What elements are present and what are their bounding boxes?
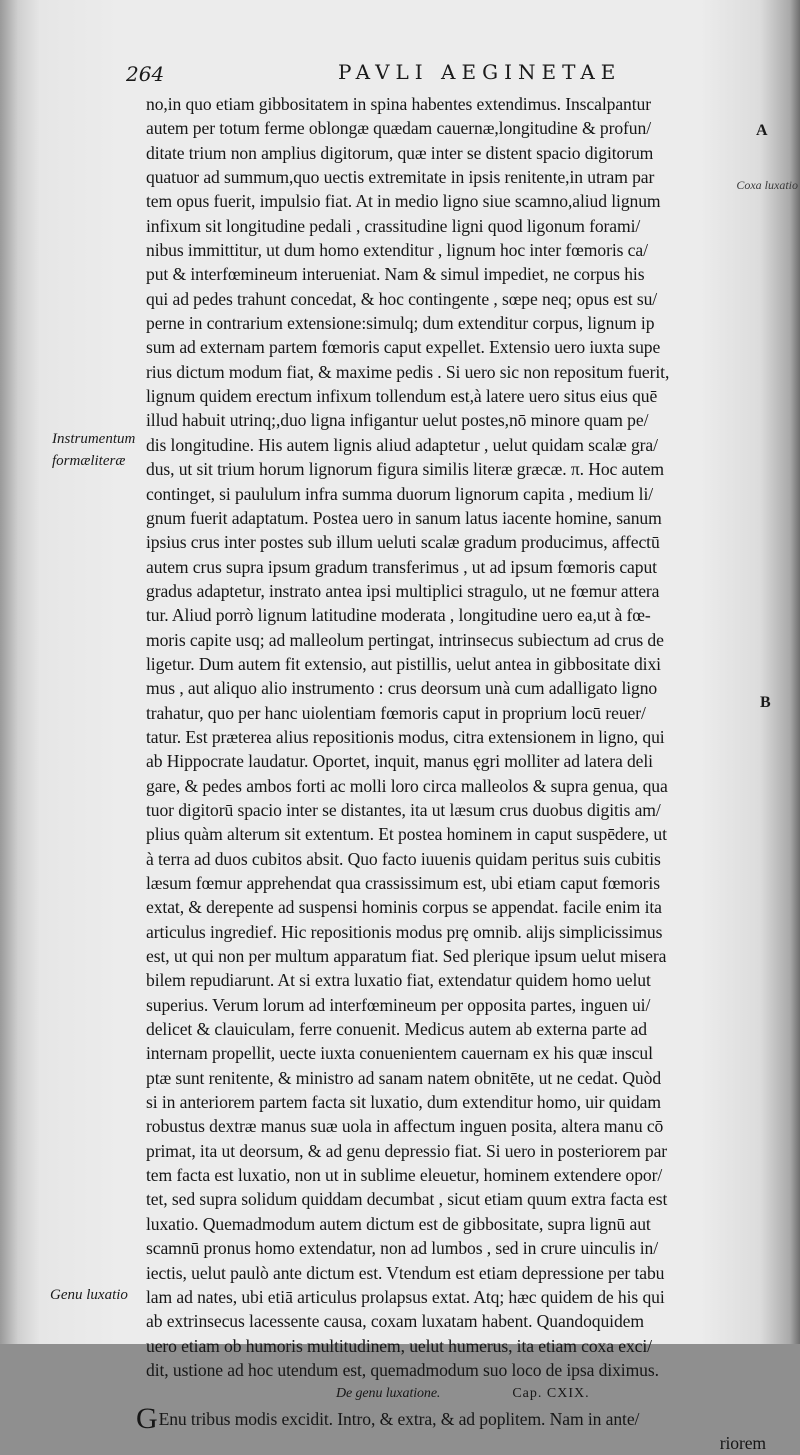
text-line: lam ad nates, ubi etiā articulus prolapsus extat. Atq; hæc quidem de his qui xyxy=(146,1286,665,1307)
page-number: 264 xyxy=(126,62,165,86)
text-line: nibus immittitur, ut dum homo extenditur , lignum hoc inter fœmoris ca/ xyxy=(146,240,648,261)
body-text xyxy=(136,92,768,1455)
text-line: perne in contrarium extensione:simulq; dum extenditur corpus, lignum ip xyxy=(146,313,655,334)
text-line: à terra ad duos cubitos absit. Quo facto iuuenis quidam peritus suis cubitis xyxy=(146,848,661,869)
text-line: moris capite usq; ad malleolum pertingat, intrinsecus subiectum ad crus de xyxy=(146,629,664,650)
text-line: delicet & clauiculam, ferre conuenit. Medicus autem ab externa parte ad xyxy=(146,1019,647,1040)
text-line: extat, & derepente ad suspensi hominis corpus se appendat. facile enim ita xyxy=(146,897,662,918)
chapter-first-line xyxy=(136,1401,768,1435)
text-line: qui ad pedes trahunt concedat, & hoc contingente , sœpe neq; opus est su/ xyxy=(146,288,658,309)
text-line: læsum fœmur apprehendat qua crassissimum est, ubi etiam caput fœmoris xyxy=(146,873,660,893)
text-line: lignum quidem erectum infixum tollendum est,à latere uero situs eius quē xyxy=(146,386,658,407)
running-head: PAVLI AEGINETAE xyxy=(338,60,622,84)
text-line: quatuor ad summum,quo uectis extremitate in ipsis renitente,in utram par xyxy=(146,167,655,188)
text-line: no,in quo etiam gibbositatem in spina habentes extendimus. Inscalpantur xyxy=(146,94,651,114)
text-line: tet, sed supra solidum quiddam decumbat , sicut etiam quum extra facta est xyxy=(146,1189,668,1210)
margin-note-line: formæliteræ xyxy=(52,453,126,469)
text-line: ipsius crus inter postes sub illum ueluti scalæ gradum producimus, affectū xyxy=(146,532,660,553)
text-line: ab extrinsecus lacessente causa, coxam luxatam habent. Quandoquidem xyxy=(146,1311,644,1332)
text-line: dis longitudine. His autem lignis aliud adaptetur , uelut quidam scalæ gra/ xyxy=(146,434,658,455)
text-line: tem facta est luxatio, non ut in sublime eleuetur, hominem extendere opor/ xyxy=(146,1165,663,1186)
text-line: gradus adaptetur, instrato antea ipsi multiplici stragulo, ut ne fœmur attera xyxy=(146,580,660,601)
chapter-heading xyxy=(146,1382,768,1406)
margin-marker-b: B xyxy=(760,694,771,711)
margin-note-instrument xyxy=(52,428,135,472)
text-line: put & interfœmineum interueniat. Nam & simul impediet, ne corpus his xyxy=(146,264,645,285)
text-line: illud habuit utrinq;,duo ligna infigantur uelut postes,nō minore quam pe/ xyxy=(146,410,649,431)
text-line: mus , aut aliquo alio instrumento : crus deorsum unà cum adalligato ligno xyxy=(146,678,658,699)
text-line: trahatur, quo per hanc uiolentiam fœmoris caput in proprium locū reuer/ xyxy=(146,702,646,723)
text-line: articulus ingredief. Hic repositionis modus prę omnib. alijs simplicissimus xyxy=(146,921,663,942)
chapter-number: Cap. CXIX. xyxy=(512,1386,590,1402)
text-line: primat, ita ut deorsum, & ad genu depressio fiat. Si uero in posteriorem par xyxy=(146,1140,668,1161)
text-line: tur. Aliud porrò lignum latitudine moderata , longitudine uero ea,ut à fœ- xyxy=(146,605,651,626)
text-line: gare, & pedes ambos forti ac molli loro circa malleolos & supra genua, qua xyxy=(146,775,668,796)
text-line: ptæ sunt renitente, & ministro ad sanam natem obnitēte, ut ne cedat. Quòd xyxy=(146,1067,662,1088)
text-line: bilem repudiarunt. At si extra luxatio fiat, extendatur quidem homo uelut xyxy=(146,970,651,991)
text-line: est, ut qui non per multum apparatum fiat. Sed plerique ipsum uelut misera xyxy=(146,946,667,967)
chapter-title: De genu luxatione. xyxy=(336,1386,441,1402)
text-line: tatur. Est præterea alius repositionis modus, citra extensionem in ligno, qui xyxy=(146,726,665,747)
text-line: autem per totum ferme oblongæ quædam cauernæ,longitudine & profun/ xyxy=(146,118,651,139)
text-line: luxatio. Quemadmodum autem dictum est de gibbositate, supra lignū aut xyxy=(146,1213,651,1234)
text-line: tem opus fuerit, impulsio fiat. At in medio ligno siue scamno,aliud lignum xyxy=(146,191,661,212)
text-line: scamnū pronus homo extendatur, non ad lumbos , sed in crure uinculis in/ xyxy=(146,1238,658,1259)
page-header xyxy=(118,58,760,90)
text-line: dus, ut sit trium horum lignorum figura similis literæ græcæ. π. Hoc autem xyxy=(146,459,665,480)
margin-marker-a: A xyxy=(756,122,768,139)
text-line: superius. Verum lorum ad interfœmineum per opposita partes, inguen ui/ xyxy=(146,994,651,1015)
text-line: si in anteriorem partem facta sit luxatio, dum extenditur homo, uir quidam xyxy=(146,1092,661,1113)
text-line: ab Hippocrate laudatur. Oportet, inquit, manus ęgri molliter ad latera deli xyxy=(146,751,653,772)
margin-note-line: Instrumentum xyxy=(52,431,136,447)
catchword: riorem xyxy=(719,1432,766,1453)
chapter-first-line-text: Enu tribus modis excidit. Intro, & extra, & ad poplitem. Nam in ante/ xyxy=(158,1408,640,1429)
text-line: sum ad externam partem fœmoris caput expellet. Extensio uero iuxta supe xyxy=(146,337,661,358)
text-line: rius dictum modum fiat, & maxime pedis . Si uero sic non repositum fuerit, xyxy=(146,361,670,382)
text-line: iectis, uelut paulò ante dictum est. Vtendum est etiam depressione per tabu xyxy=(146,1262,665,1283)
margin-note-genu: Genu luxatio xyxy=(50,1287,128,1303)
drop-cap: G xyxy=(136,1401,158,1435)
text-line: robustus dextræ manus suæ uola in affectum inguen posita, altera manu cō xyxy=(146,1116,664,1137)
text-line: autem crus supra ipsum gradum transferimus , ut ad ipsum fœmoris caput xyxy=(146,556,657,577)
text-line: ligetur. Dum autem fit extensio, aut pistillis, uelut antea in gibbositate dixi xyxy=(146,653,661,674)
text-line: uero etiam ob humoris multitudinem, uelut humerus, ita etiam coxa exci/ xyxy=(146,1335,652,1356)
text-line: plius quàm alterum sit extentum. Et postea hominem in caput suspēdere, ut xyxy=(146,824,667,845)
text-line: gnum fuerit adaptatum. Postea uero in sanum latus iacente homine, sanum xyxy=(146,507,662,528)
text-line: continget, si paululum infra summa duorum lignorum capita , medium li/ xyxy=(146,483,654,504)
text-line: internam propellit, uecte iuxta conuenientem cauernam ex his quæ inscul xyxy=(146,1043,653,1064)
text-line: dit, ustione ad hoc utendum est, quemadmodum suo loco de ipsa diximus. xyxy=(146,1359,659,1380)
right-margin-note: Coxa luxatio xyxy=(736,178,798,192)
text-line: infixum sit longitudine pedali , crassitudine ligni quod ligonum forami/ xyxy=(146,215,641,236)
body-lines xyxy=(146,92,768,1382)
text-line: ditate trium non amplius digitorum, quæ inter se distent spacio digitorum xyxy=(146,142,654,163)
text-line: tuor digitorū spacio inter se distantes, ita ut læsum crus duobus digitis am/ xyxy=(146,799,661,820)
